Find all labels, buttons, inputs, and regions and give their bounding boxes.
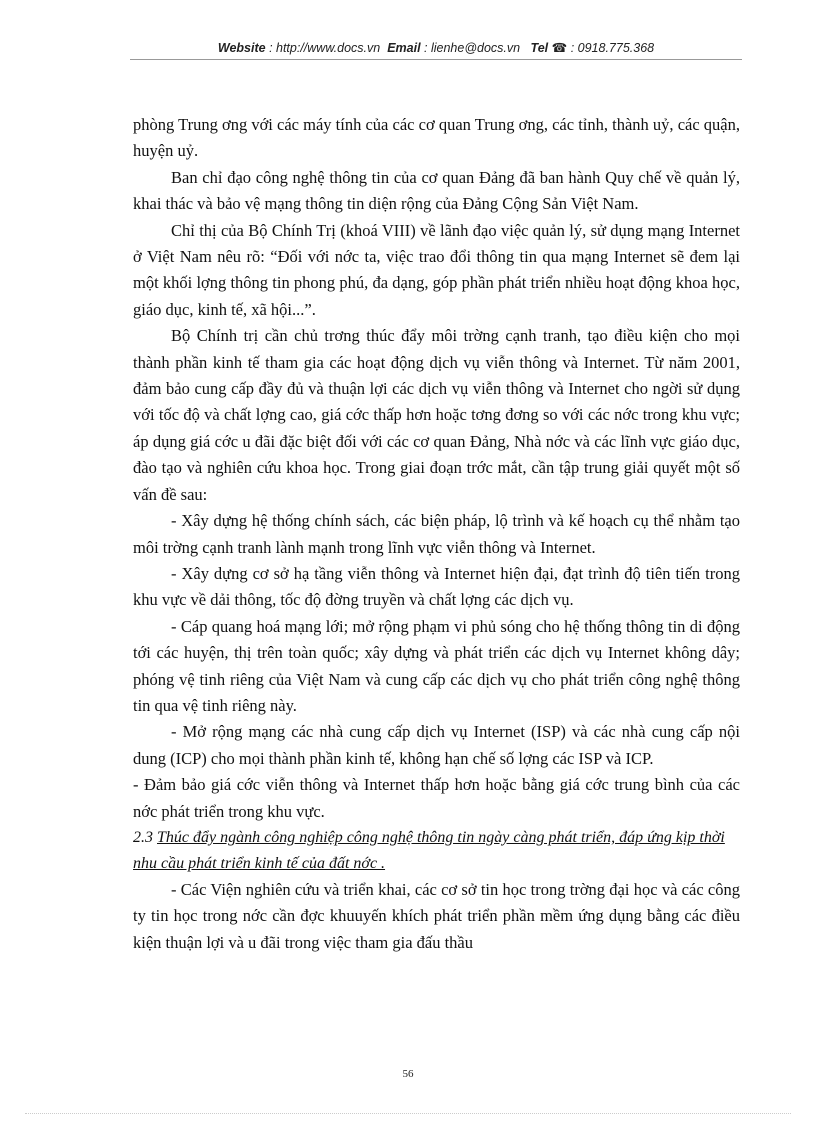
tel-value: : 0918.775.368 — [570, 41, 655, 55]
bullet-2: - Xây dựng cơ sở hạ tầng viễn thông và Internet hiện đại, đạt trình độ tiên tiến trong khu vực về dải thông, tốc độ đờng truyền và chất lợng các dịch vụ. — [133, 563, 740, 610]
paragraph-2: Ban chỉ đạo công nghệ thông tin của cơ quan Đảng đã ban hành Quy chế về quản lý, khai thác và bảo vệ mạng thông tin diện rộng của Đảng Cộng Sản Việt Nam. — [133, 167, 740, 214]
page-header — [130, 40, 742, 55]
section-heading — [133, 825, 740, 877]
bullet-1: - Xây dựng hệ thống chính sách, các biện pháp, lộ trình và kế hoạch cụ thể nhằm tạo môi trờng cạnh tranh lành mạnh trong lĩnh vực viễn thông và Internet. — [133, 511, 740, 557]
document-body — [133, 112, 740, 956]
website-value: : http://www.docs.vn — [269, 41, 381, 55]
email-label: Email — [387, 41, 421, 55]
paragraph-last: - Các Viện nghiên cứu và triển khai, các cơ sở tin học trong trờng đại học và các công ty tin học trong nớc cần đợc khuuyến khích phát triển phần mềm ứng dụng bằng các điều kiện thuận lợi và u đãi trong việc tham gia đấu thầu — [133, 879, 740, 952]
page-bottom-divider — [25, 1113, 791, 1114]
website-label: Website — [217, 41, 266, 55]
section-title: Thúc đẩy ngành công nghiệp công nghệ thông tin ngày càng phát triển, đáp ứng kịp thời nhu cầu phát triển kinh tế của đất nớc . — [133, 828, 725, 872]
bullet-3: - Cáp quang hoá mạng lới; mở rộng phạm vi phủ sóng cho hệ thống thông tin di động tới các huyện, thị trên toàn quốc; xây dựng và phát triển các dịch vụ Internet không dây; phóng vệ tinh riêng của Việt Nam và cung cấp các dịch vụ cho phát triển công nghệ thông tin qua vệ tinh riêng này. — [133, 616, 740, 715]
phone-icon: ☎ — [551, 41, 568, 55]
page-number: 56 — [402, 1068, 414, 1080]
paragraph-3: Chỉ thị của Bộ Chính Trị (khoá VIII) về lãnh đạo việc quản lý, sử dụng mạng Internet ở Việt Nam nêu rõ: “Đối với nớc ta, việc trao đổi thông tin qua mạng Internet sẽ đem lại một khối lợng thông tin phong phú, đa dạng, góp phần phát triển nhiều hoạt động khoa học, giáo dục, kinh tế, xã hội...”. — [133, 220, 740, 319]
bullet-5: - Đảm bảo giá cớc viễn thông và Internet thấp hơn hoặc bằng giá cớc trung bình của các nớc phát triển trong khu vực. — [133, 775, 740, 821]
tel-label: Tel — [530, 41, 549, 55]
header-divider — [130, 59, 742, 60]
section-number: 2.3 — [133, 828, 153, 846]
bullet-4: - Mở rộng mạng các nhà cung cấp dịch vụ Internet (ISP) và các nhà cung cấp nội dung (ICP) cho mọi thành phần kinh tế, không hạn chế số lợng các ISP và ICP. — [133, 722, 740, 768]
paragraph-1: phòng Trung ơng với các máy tính của các cơ quan Trung ơng, các tỉnh, thành uỷ, các quận, huyện uỷ. — [133, 115, 740, 161]
email-value: : lienhe@docs.vn — [424, 41, 521, 55]
paragraph-4: Bộ Chính trị cần chủ trơng thúc đẩy môi trờng cạnh tranh, tạo điều kiện cho mọi thành phần kinh tế tham gia các hoạt động dịch vụ viễn thông và Internet. Từ năm 2001, đảm bảo cung cấp đầy đủ và thuận lợi các dịch vụ viễn thông và Internet cho ngời sử dụng với tốc độ và chất lợng cao, giá cớc thấp hơn hoặc tơng đơng so với các nớc trong khu vực; áp dụng giá cớc u đãi đặc biệt đối với các cơ quan Đảng, Nhà nớc và các lĩnh vực giáo dục, đào tạo và nghiên cứu khoa học. Trong giai đoạn trớc mắt, cần tập trung giải quyết một số vấn đề sau: — [133, 326, 740, 504]
